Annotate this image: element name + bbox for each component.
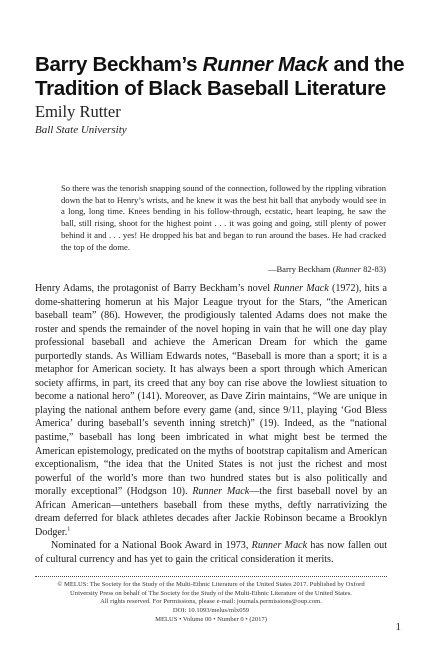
body-paragraph-2: [35, 539, 387, 566]
p2-text-a: Nominated for a National Book Award in 1973,: [51, 540, 252, 552]
copyright-footer: [35, 581, 387, 625]
title-part2: and the Tradition of Black Baseball Literature: [35, 53, 405, 100]
author-affiliation: Ball State University: [35, 124, 127, 136]
p1-text-a: Henry Adams, the protagonist of Barry Beckham’s novel: [35, 283, 274, 294]
p1-italic-2: Runner Mack: [192, 486, 250, 498]
attribution-suffix: 82-83): [360, 264, 386, 274]
p2-text-b: has now fallen out of cultural currency and has yet to gain the critical consideration it merits.: [35, 540, 387, 565]
copyright-line-3: All rights reserved. For Permissions, please e-mail: journals.permissions@oup.com.: [100, 598, 322, 606]
title-italic: Runner Mack: [202, 53, 329, 76]
title-part1: Barry Beckham’s: [35, 53, 203, 76]
copyright-line-1: © MELUS: The Society for the Study of the Multi-Ethnic Literature of the United States 2017. Published by Oxford: [57, 581, 365, 588]
p1-italic-1: Runner Mack: [273, 283, 329, 294]
attribution-prefix: —Barry Beckham (: [267, 264, 336, 274]
copyright-line-2: University Press on behalf of The Society for the Study of the Multi-Ethnic Literature of the United States.: [70, 589, 352, 597]
body-paragraph-1: [35, 282, 387, 539]
doi[interactable]: DOI: 10.1093/melus/mlx059: [172, 607, 250, 615]
epigraph-quote: So there was the tenorish snapping sound of the connection, followed by the rippling vibration down the bat to Henry’s wrists, and he knew it was the best hit ball that anybody would see in a long, long time. Knees bending in his follow-through, ecstatic, heart leaping, he saw the ball, still rising, shoot for the highest point . . . it was going and going, still plenty of power behind it and . . . yes! He dropped his bat and began to run around the bases. He had cracked the top of the dome.: [61, 183, 386, 252]
p1-text-c: —the first baseball novel by an African American—untethers baseball from these myths, deftly narrativizing the dream deferred for black athletes decades after Jackie Robinson became a Brooklyn Dodger.: [35, 486, 387, 538]
page-number: 1: [395, 621, 401, 633]
article-title: [35, 53, 405, 101]
attribution-italic: Runner: [335, 264, 361, 274]
p1-text-b: (1972), hits a dome-shattering homerun at his Major League tryout for the Stars, “the American baseball team” (86). However, the prodigiously talented Adams does not make the roster and spends the remainder of the novel hoping in vain that he will one day play professional baseball and achieve the American Dream for which the game purportedly stands. As William Edwards notes, “Baseball is more than a sport; it is a metaphor for American society. It has always been a sport through which American society affirms, in part, its creed that any boy can rise above the lowliest situation to become a national hero” (141). Moreover, as Dave Zirin maintains, “We are unique in playing the national anthem before every game (and, since 9/11, playing ‘God Bless America’ during baseball’s seventh inning stretch)” (19). Indeed, as the “national pastime,” baseball has long been imbricated in what might best be termed the American epistemology, predicated on the myths of bootstrap capitalism and American exceptionalism, “the idea that the United States is not just the richest and most powerful of the world’s more than two hundred states but is also politically and morally exceptional” (Hodgson 10).: [35, 283, 388, 498]
journal-info: MELUS • Volume 00 • Number 0 • (2017): [155, 615, 267, 623]
epigraph-attribution: [61, 264, 386, 274]
article-body: [35, 282, 387, 566]
author-name: Emily Rutter: [35, 102, 121, 121]
footer-divider: [35, 576, 387, 577]
p2-italic: Runner Mack: [251, 540, 308, 552]
footnote-marker[interactable]: 1: [67, 526, 71, 533]
